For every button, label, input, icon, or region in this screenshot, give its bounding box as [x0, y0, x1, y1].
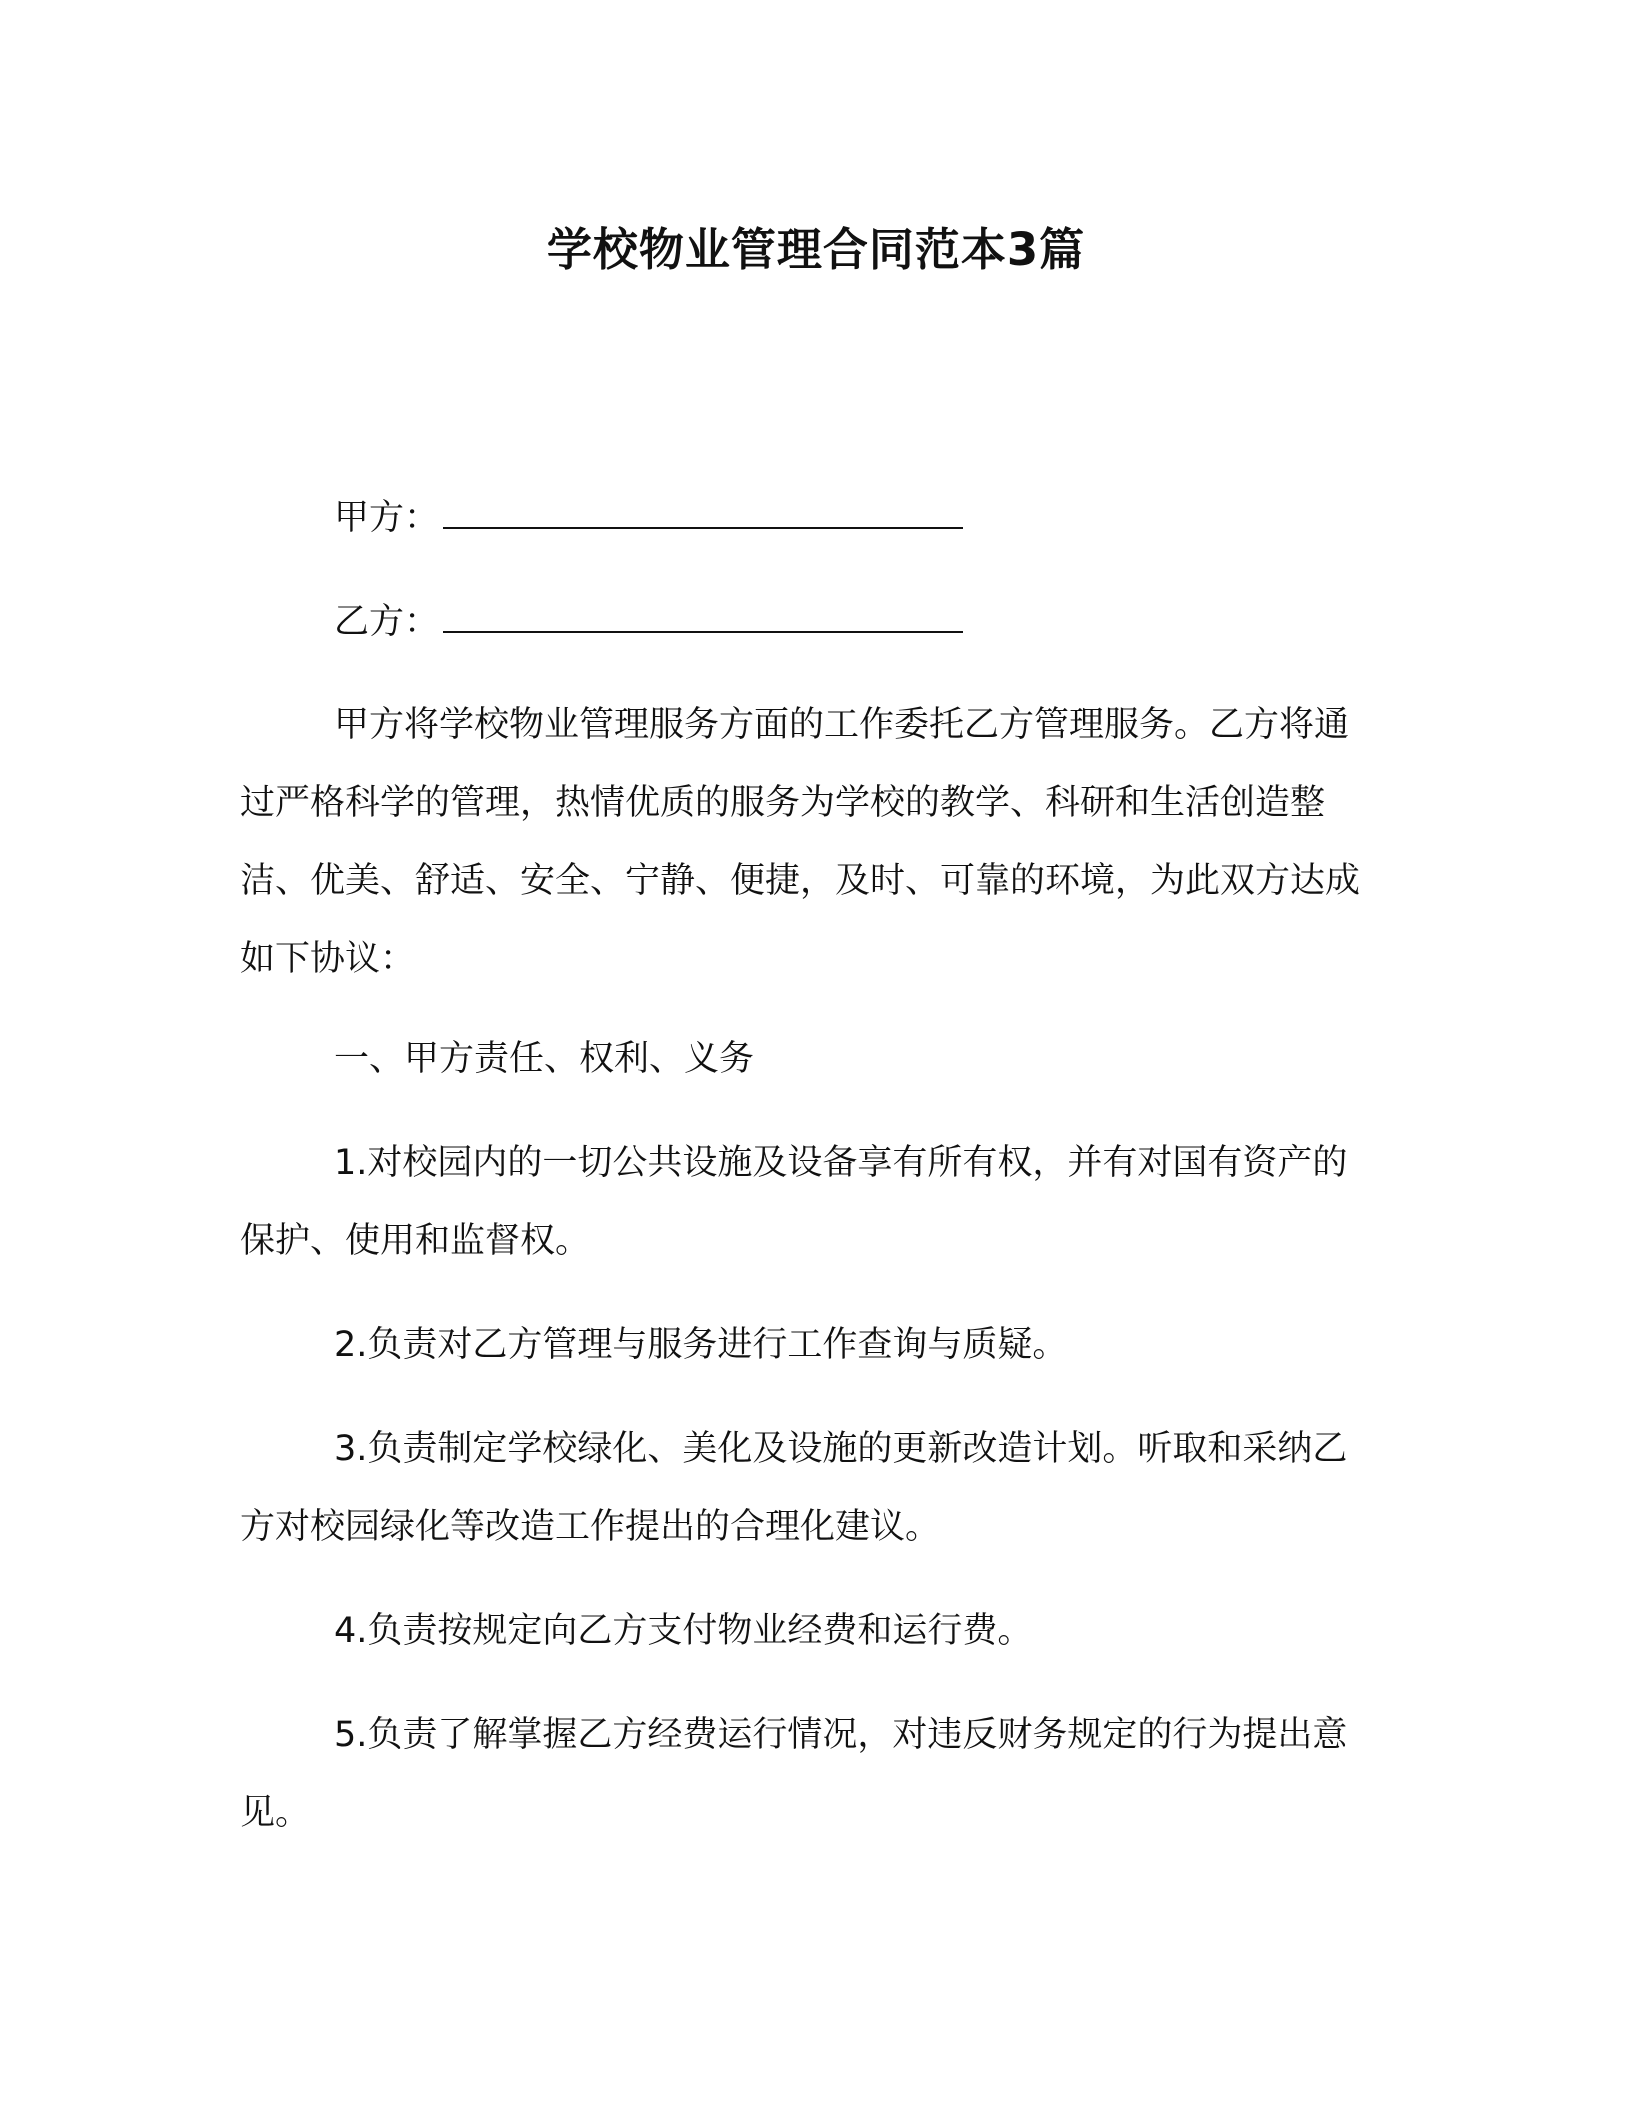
intro-paragraph: 甲方将学校物业管理服务方面的工作委托乙方管理服务。乙方将通过严格科学的管理，热情优质的服务为学校的教学、科研和生活创造整洁、优美、舒适、安全、宁静、便捷，及时、可靠的环境，为此双方达成如下协议： — [240, 705, 1361, 979]
list-item: 3.负责制定学校绿化、美化及设施的更新改造计划。听取和采纳乙方对校园绿化等改造工作提出的合理化建议。 — [240, 1429, 1348, 1547]
document-title: 学校物业管理合同范本3篇 — [546, 223, 1086, 276]
list-item: 5.负责了解掌握乙方经费运行情况，对违反财务规定的行为提出意见。 — [240, 1715, 1348, 1833]
party-a-label: 甲方： — [334, 498, 440, 538]
party-a-blank — [443, 495, 963, 529]
party-b-label: 乙方： — [334, 602, 440, 642]
section-heading: 一、甲方责任、权利、义务 — [334, 1039, 755, 1079]
list-item: 2.负责对乙方管理与服务进行工作查询与质疑。 — [334, 1325, 1068, 1365]
party-a-line — [334, 488, 963, 548]
list-item: 1.对校园内的一切公共设施及设备享有所有权，并有对国有资产的保护、使用和监督权。 — [240, 1143, 1348, 1261]
party-b-blank — [443, 599, 963, 633]
list-item: 4.负责按规定向乙方支付物业经费和运行费。 — [334, 1611, 1033, 1651]
party-b-line — [334, 592, 963, 652]
